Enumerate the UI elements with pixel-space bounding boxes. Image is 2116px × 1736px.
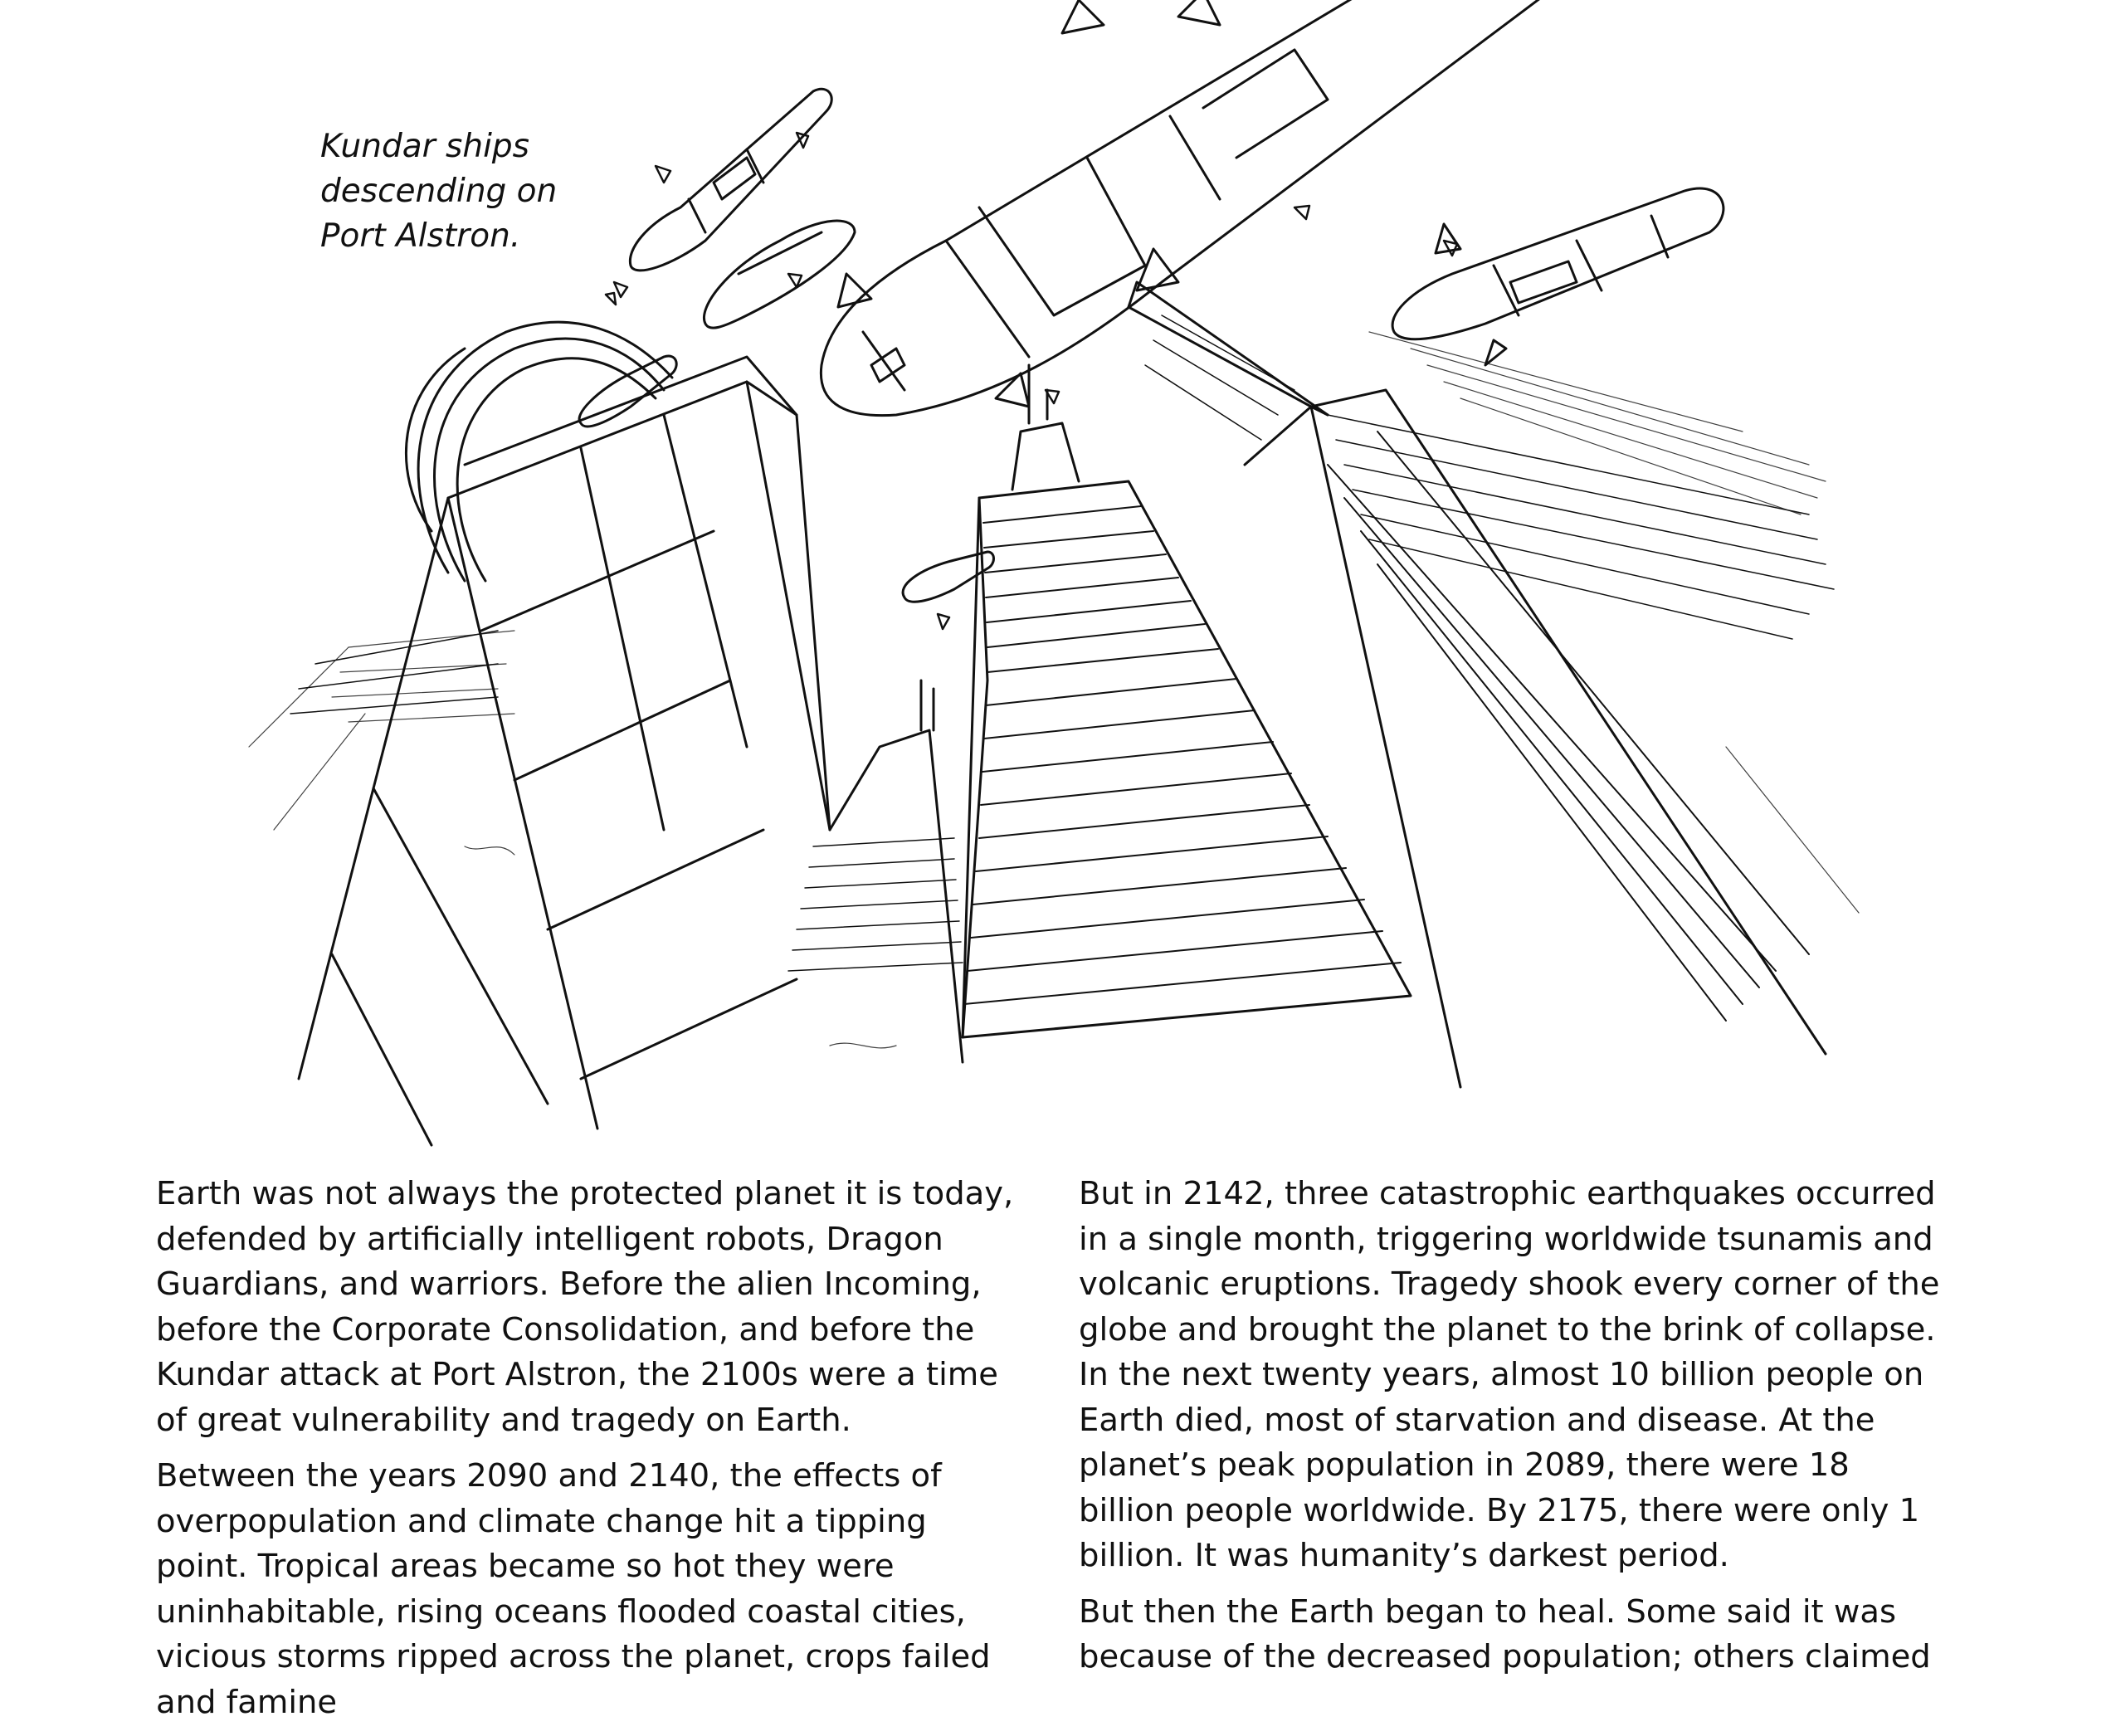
sky-hatching [249, 332, 1859, 1048]
left-middle-ship [704, 221, 855, 328]
small-fighters [606, 133, 1457, 629]
center-small-tower [788, 680, 963, 1062]
center-tall-tower [963, 365, 1411, 1037]
text-column-left [156, 1172, 1027, 1736]
figure-caption: Kundar ships descending on Port Alstron. [320, 128, 558, 255]
left-tower [290, 357, 830, 1145]
right-ship [1392, 188, 1724, 365]
paragraph: But then the Earth began to heal. Some said it was because of the decreased population; others claimed [1079, 1592, 1931, 1675]
text-column-right [1079, 1172, 1950, 1691]
right-tower [1129, 282, 1834, 1087]
paragraph: But in 2142, three catastrophic earthquakes occurred in a single month, triggering worldwide tsunamis and volcanic eruptions. Tragedy shook every corner of the globe and brought the planet to the brink of collapse. In the next twenty years, almost 10 billion people on Earth died, most of starvation and disease. At the planet’s peak population in 2089, there were 18 billion people worldwide. By 2175, there were only 1 billion. It was humanity’s darkest period. [1079, 1175, 1940, 1574]
small-ship [903, 552, 993, 602]
portal-ring [406, 322, 672, 581]
paragraph: Earth was not always the protected planet it is today, defended by artificially intelligent robots, Dragon Guardians, and warriors. Before the alien Incoming, before the Corporate Consolidation, and before the Kundar attack at Port Alstron, the 2100s were a time of great vulnerability and tragedy on Earth. [156, 1175, 1014, 1439]
paragraph: Between the years 2090 and 2140, the effects of overpopulation and climate change hit a tipping point. Tropical areas became so hot they were uninhabitable, rising oceans flooded coastal cities, vicious storms ripped across the planet, crops failed and famine [156, 1457, 991, 1721]
